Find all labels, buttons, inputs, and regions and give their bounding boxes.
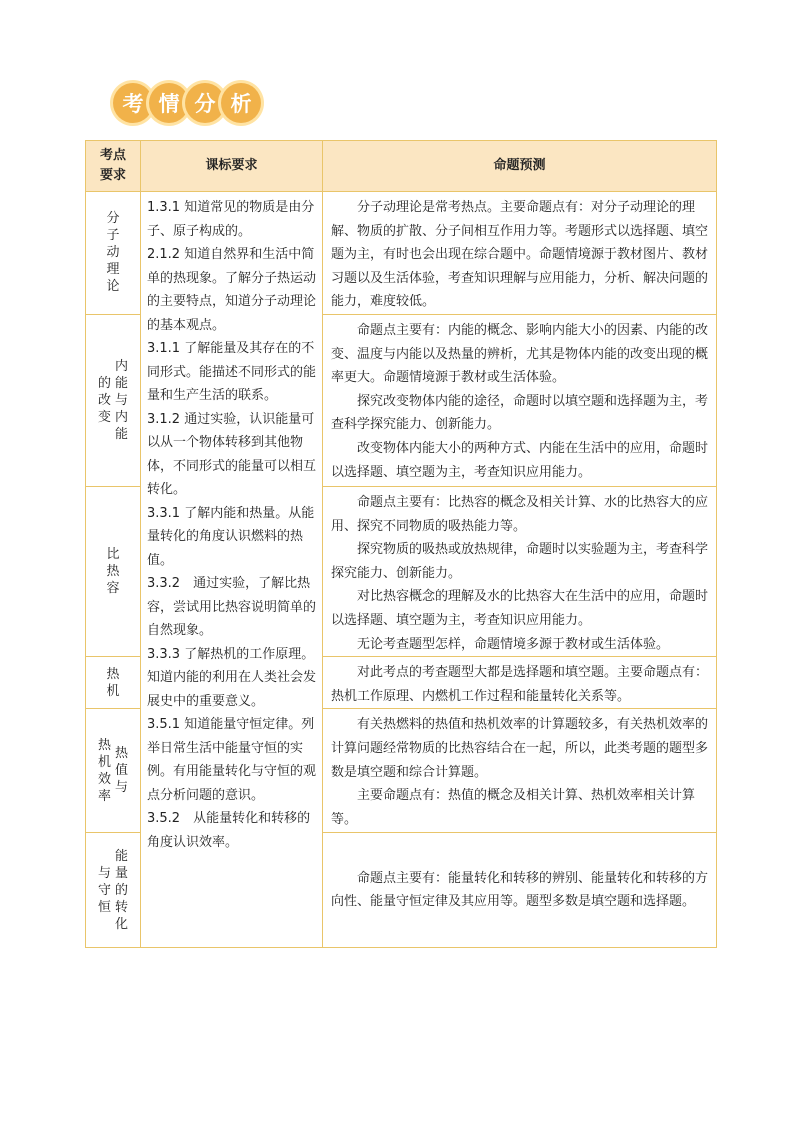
prediction-cell — [323, 657, 717, 709]
prediction-paragraph: 改变物体内能大小的两种方式、内能在生活中的应用，命题时以选择题、填空题为主，考查知识应用能力。 — [331, 440, 709, 480]
prediction-paragraph: 探究物质的吸热或放热规律，命题时以实验题为主，考查科学探究能力、创新能力。 — [331, 542, 709, 581]
header-mingti: 命题预测 — [323, 141, 717, 192]
kaodian-label: 比热容 — [106, 547, 120, 597]
prediction-paragraph: 对此考点的考查题型大都是选择题和填空题。主要命题点有：热机工作原理、内燃机工作过程和能量转化关系等。 — [331, 665, 709, 704]
kaodian-label: 能量的转化 — [114, 848, 128, 932]
table-header-row — [86, 141, 717, 192]
standard-item: 2.1.2 知道自然界和生活中简单的热现象。了解分子热运动的主要特点，知道分子动理论的基本观点。 — [147, 247, 317, 333]
prediction-paragraph: 主要命题点有：热值的概念及相关计算、热机效率相关计算等。 — [331, 788, 696, 827]
exam-analysis-table — [85, 140, 717, 948]
kaodian-cell — [86, 192, 141, 315]
kaodian-label: 与守恒 — [97, 865, 111, 915]
kaodian-label: 的改变 — [97, 375, 111, 425]
kaodian-cell — [86, 833, 141, 948]
prediction-cell — [323, 833, 717, 948]
kaodian-label: 热机效率 — [97, 737, 111, 804]
prediction-paragraph: 命题点主要有：内能的概念、影响内能大小的因素、内能的改变、温度与内能以及热量的辨析，尤其是物体内能的改变出现的概率更大。命题情境源于教材或生活体验。 — [331, 322, 709, 386]
standard-item: 3.5.2 从能量转化和转移的角度认识效率。 — [147, 811, 311, 850]
kaodian-label: 热机 — [106, 666, 120, 699]
banner-char: 考 — [113, 83, 153, 123]
standard-item: 1.3.1 知道常见的物质是由分子、原子构成的。 — [147, 200, 315, 239]
prediction-paragraph: 分子动理论是常考热点。主要命题点有：对分子动理论的理解、物质的扩散、分子间相互作用力等。考题形式以选择题、填空题为主，有时也会出现在综合题中。命题情境源于教材图片、教材习题以及生活体验，考查知识理解与应用能力，分析、解决问题的能力，难度较低。 — [331, 200, 709, 310]
prediction-paragraph: 命题点主要有：能量转化和转移的辨别、能量转化和转移的方向性、能量守恒定律及其应用等。题型多数是填空题和选择题。 — [331, 870, 709, 910]
standard-item: 3.5.1 知道能量守恒定律。列举日常生活中能量守恒的实例。有用能量转化与守恒的观点分析问题的意识。 — [147, 717, 317, 803]
header-kaodian: 考点要求 — [86, 141, 141, 192]
kaodian-label: 热值与 — [114, 746, 128, 796]
kaodian-cell — [86, 657, 141, 709]
table-row — [86, 192, 717, 315]
prediction-paragraph: 无论考查题型怎样，命题情境多源于教材或生活体验。 — [357, 636, 670, 652]
prediction-paragraph: 命题点主要有：比热容的概念及相关计算、水的比热容大的应用、探究不同物质的吸热能力等。 — [331, 494, 709, 534]
prediction-cell — [323, 314, 717, 486]
banner-char: 情 — [149, 83, 189, 123]
prediction-paragraph: 探究改变物体内能的途径，命题时以填空题和选择题为主，考查科学探究能力、创新能力。 — [331, 393, 709, 433]
prediction-paragraph: 对比热容概念的理解及水的比热容大在生活中的应用，命题时以选择题、填空题为主，考查知识应用能力。 — [331, 589, 709, 628]
kaodian-label: 分子动理论 — [106, 211, 120, 295]
standards-cell — [141, 192, 323, 948]
kaodian-cell — [86, 486, 141, 656]
kaodian-label: 内能与内能 — [114, 358, 128, 442]
standard-item: 3.3.3 了解热机的工作原理。知道内能的利用在人类社会发展史中的重要意义。 — [147, 646, 317, 709]
prediction-cell — [323, 192, 717, 315]
standard-item: 3.3.1 了解内能和热量。从能量转化的角度认识燃料的热值。 — [147, 505, 315, 568]
banner-char: 析 — [221, 83, 261, 123]
prediction-cell — [323, 486, 717, 656]
standard-item: 3.1.2 通过实验，认识能量可以从一个物体转移到其他物体，不同形式的能量可以相互转化。 — [147, 411, 317, 497]
header-kebiao: 课标要求 — [141, 141, 323, 192]
prediction-paragraph: 有关热燃料的热值和热机效率的计算题较多，有关热机效率的计算问题经常物质的比热容结合在一起，所以，此类考题的题型多数是填空题和综合计算题。 — [331, 717, 709, 780]
prediction-cell — [323, 709, 717, 833]
standard-item: 3.3.2 通过实验，了解比热容，尝试用比热容说明简单的自然现象。 — [147, 576, 317, 638]
banner-char: 分 — [185, 83, 225, 123]
kaodian-cell — [86, 709, 141, 833]
standard-item: 3.1.1 了解能量及其存在的不同形式。能描述不同形式的能量和生产生活的联系。 — [147, 341, 317, 403]
kaodian-cell — [86, 314, 141, 486]
